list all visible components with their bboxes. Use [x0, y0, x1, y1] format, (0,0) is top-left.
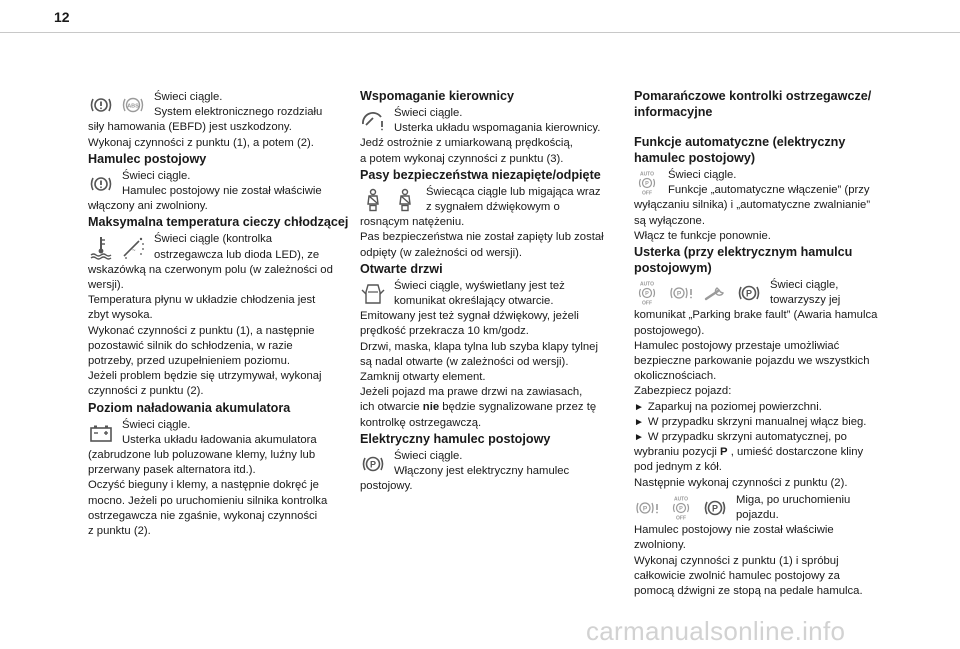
steering-icons [360, 108, 386, 134]
svg-text:~: ~ [132, 248, 136, 255]
parking-icons [88, 171, 114, 197]
ebfd-icons [88, 92, 146, 118]
text-line: ostrzegawcza nie zgaśnie, wykonaj czynności [88, 509, 318, 522]
text-line: mocno. Jeżeli po uruchomieniu silnika kontrolka [88, 494, 328, 507]
text-line: pozostawić silnik do schłodzenia, w razie [88, 339, 293, 352]
wrench-icon [702, 280, 728, 306]
page-number: 12 [54, 9, 70, 25]
text-line: Hamulec postojowy nie został właściwie [634, 524, 834, 537]
bullet-arrow-icon: ► [634, 432, 644, 444]
header-rule [0, 32, 960, 33]
text-line [360, 400, 622, 415]
bullet-arrow-icon: ► [634, 416, 644, 428]
text-line: Następnie wykonaj czynności z punktu (2). [634, 476, 848, 489]
text-line: Zabezpiecz pojazd: [634, 385, 732, 398]
text-line: postojowego). [634, 324, 705, 337]
column-2 [360, 88, 622, 494]
text-line: Wykonać czynności z punktu (1), a następnie [88, 324, 315, 337]
bullet-text: W przypadku skrzyni automatycznej, po [647, 431, 847, 444]
steering-status: Świeci ciągle. [394, 107, 463, 119]
text-line: potrzeby, przed uzupełnieniem poziomu. [88, 355, 290, 368]
brake-warning-icon [88, 92, 114, 118]
svg-text:P: P [711, 503, 719, 514]
text-line: z punktu (2). [88, 525, 151, 538]
text-line: ostrzegawcza lub dioda LED), ze [154, 248, 320, 261]
bullet-text: Zaparkuj na poziomej powierzchni. [647, 400, 822, 413]
auto-off-icon [634, 280, 660, 306]
text-line: Jedź ostrożnie z umiarkowaną prędkością, [360, 137, 573, 150]
ebfd-status: Świeci ciągle. [154, 91, 223, 103]
text-line: komunikat „Parking brake fault” (Awaria hamulca [634, 309, 878, 322]
section-parking-brake [88, 169, 350, 215]
battery-status: Świeci ciągle. [122, 418, 191, 431]
text-line: Wykonaj czynności z punktu (1) i spróbuj [634, 554, 839, 567]
svg-text:OFF: OFF [642, 300, 652, 307]
parking-brake-p-icon [736, 280, 762, 306]
heading-auto-functions: Funkcje automatyczne (elektryczny hamulec postojowy) [634, 135, 846, 165]
heading-seatbelt: Pasy bezpieczeństwa niezapięte/odpięte [360, 167, 601, 182]
section-ebfd [88, 90, 350, 151]
section-auto-functions [634, 168, 896, 244]
text-line: siły hamowania (EBFD) jest uszkodzony. [88, 121, 292, 134]
text-line: okolicznościach. [634, 370, 717, 383]
seatbelt-passenger-icon [392, 187, 418, 213]
seatbelt-driver-icon [360, 187, 386, 213]
svg-text:AUTO: AUTO [673, 496, 689, 503]
text-line: Drzwi, maska, klapa tylna lub szyba klapy tylnej [360, 340, 598, 353]
text-line: całkowicie zwolnić hamulec postojowy za [634, 569, 840, 582]
text-line: wersji). [88, 279, 124, 292]
text-line: Włączony jest elektryczny hamulec [394, 465, 570, 478]
text-line: Świeci ciągle, wyświetlany jest też [394, 279, 565, 292]
text-line: Oczyść bieguny i klemy, a następnie dokręć je [88, 479, 319, 492]
section-epb-fault [634, 278, 896, 491]
text-line: System elektronicznego rozdziału [154, 106, 323, 119]
section-coolant [88, 232, 350, 399]
text-line: Hamulec postojowy przestaje umożliwiać [634, 339, 840, 352]
watermark: carmanualsonline.info [586, 616, 846, 646]
seatbelt-icons [360, 187, 418, 213]
bullet-arrow-icon: ► [634, 401, 644, 413]
coolant-icons [88, 234, 146, 260]
parking-status: Świeci ciągle. [122, 169, 191, 182]
text-line: (zabrudzone lub poluzowane klemy, luźny lub [88, 449, 316, 462]
auto-off-icon [668, 495, 694, 521]
text-line: Usterka układu wspomagania kierownicy. [394, 122, 601, 135]
text-line: odpięty (w zależności od wersji). [360, 246, 522, 259]
svg-text:P: P [676, 290, 682, 298]
column-3 [634, 88, 896, 599]
bullet-item [634, 430, 896, 445]
text-line: Hamulec postojowy nie został właściwie [122, 185, 322, 198]
heading-epb-fault: Usterka (przy elektrycznym hamulcu postojowym) [634, 245, 853, 276]
text-line: Jeżeli problem będzie się utrzymywał, wykonaj [88, 370, 322, 383]
text-line: Wykonaj czynności z punktu (1), a potem (2). [88, 136, 314, 149]
text-line: Świeci ciągle (kontrolka [154, 233, 273, 246]
text-line: Włącz te funkcje ponownie. [634, 229, 771, 242]
bullet-item [634, 400, 896, 415]
text-line: Zamknij otwarty element. [360, 371, 486, 384]
door-icons [360, 281, 386, 307]
text-line: Pas bezpieczeństwa nie został zapięty lub został [360, 231, 604, 244]
text-line: są wyłączone. [634, 214, 705, 227]
section-epb-blink [634, 493, 896, 599]
epb-status: Świeci ciągle. [394, 449, 463, 462]
heading-epb: Elektryczny hamulec postojowy [360, 431, 551, 446]
text-line [634, 445, 896, 460]
open-door-icon [360, 281, 386, 307]
column-1 [88, 90, 350, 539]
bold-word: P [720, 446, 728, 459]
svg-text:P: P [645, 181, 649, 187]
auto-icons [634, 170, 660, 196]
auto-off-icon [634, 170, 660, 196]
text-line: z sygnałem dźwiękowym o [426, 201, 560, 214]
svg-text:P: P [745, 288, 753, 299]
heading-parking-brake: Hamulec postojowy [88, 151, 207, 166]
heading-coolant: Maksymalna temperatura cieczy chłodzącej [88, 215, 349, 230]
section-seatbelt [360, 185, 622, 261]
text-line: Emitowany jest też sygnał dźwiękowy, jeżeli [360, 310, 579, 323]
section-steering [360, 106, 622, 167]
text-line: prędkość przekracza 10 km/godz. [360, 325, 529, 338]
bold-word: nie [422, 401, 440, 414]
text-line: Świeci ciągle, [770, 279, 839, 292]
steering-wheel-warning-icon [360, 108, 386, 134]
text-line: pojazdu. [736, 509, 779, 522]
text-line: pod jednym z kół. [634, 461, 722, 474]
text-line: włączony ani zwolniony. [88, 200, 208, 213]
text-line: Miga, po uruchomieniu [736, 493, 851, 506]
section-battery [88, 418, 350, 540]
text-line: wyłączaniu silnika) i „automatyczne zwalnianie” [634, 199, 871, 212]
epb-fault-icons [634, 280, 762, 306]
text-line: postojowy. [360, 480, 413, 493]
abs-icon [120, 92, 146, 118]
heading-battery: Poziom naładowania akumulatora [88, 400, 291, 415]
svg-text:ABS: ABS [127, 103, 139, 110]
text-line: towarzyszy jej [770, 294, 841, 307]
parking-brake-fault-icon [634, 495, 660, 521]
svg-text:OFF: OFF [642, 190, 652, 196]
text-line: rosnącym natężeniu. [360, 216, 465, 229]
epb-icons [360, 451, 386, 477]
heading-steering: Wspomaganie kierownicy [360, 89, 514, 103]
bullet-item [634, 415, 896, 430]
text-line: przerwany pasek alternatora itd.). [88, 464, 256, 477]
heading-open-door: Otwarte drzwi [360, 261, 443, 276]
svg-text:P: P [642, 505, 648, 513]
brake-warning-icon [88, 171, 114, 197]
parking-brake-p-icon [702, 495, 728, 521]
text-line: Usterka układu ładowania akumulatora [122, 433, 317, 446]
svg-text:AUTO: AUTO [639, 281, 655, 288]
section-title: Pomarańczowe kontrolki ostrzegawcze/ informacyjne [634, 89, 872, 119]
section-epb [360, 449, 622, 495]
battery-icon [88, 420, 114, 446]
text-line: komunikat określający otwarcie. [394, 295, 554, 308]
svg-text:AUTO: AUTO [639, 171, 655, 178]
bullet-text: W przypadku skrzyni manualnej włącz bieg. [647, 415, 867, 428]
text-line: Świecąca ciągle lub migająca wraz [426, 185, 601, 198]
text-line: Temperatura płynu w układzie chłodzenia jest [88, 294, 316, 307]
temperature-gauge-icon [120, 234, 146, 260]
text-fragment: ich otwarcie [360, 401, 423, 414]
text-line: wskazówką na czerwonym polu (w zależności od [88, 263, 333, 276]
coolant-temperature-icon [88, 234, 114, 260]
text-line: zbyt wysoka. [88, 309, 153, 322]
text-line: kontrolkę ostrzegawczą. [360, 416, 482, 429]
text-line: czynności z punktu (2). [88, 385, 204, 398]
parking-brake-p-icon [360, 451, 386, 477]
text-line: są nadal otwarte (w zależności od wersji). [360, 355, 569, 368]
text-line: a potem wykonaj czynności z punktu (3). [360, 152, 564, 165]
svg-text:OFF: OFF [676, 515, 686, 521]
svg-text:P: P [679, 505, 683, 512]
text-fragment: , umieść dostarczone kliny [727, 446, 864, 459]
text-line: bezpieczne parkowanie pojazdu we wszystkich [634, 355, 870, 368]
text-line: pomocą dźwigni ze stopą na pedale hamulca. [634, 585, 863, 598]
text-fragment: będzie sygnalizowane przez tę [439, 401, 597, 414]
parking-brake-fault-icon [668, 280, 694, 306]
text-fragment: wybraniu pozycji [634, 446, 721, 459]
text-line: Jeżeli pojazd ma prawe drzwi na zawiasach, [360, 386, 583, 399]
battery-icons [88, 420, 114, 446]
svg-text:P: P [645, 291, 649, 298]
svg-text:P: P [369, 459, 377, 470]
text-line: Funkcje „automatyczne włączenie” (przy [668, 184, 870, 197]
section-open-door [360, 279, 622, 431]
auto-status: Świeci ciągle. [668, 169, 737, 181]
text-line: zwolniony. [634, 539, 686, 552]
epb-blink-icons [634, 495, 728, 521]
